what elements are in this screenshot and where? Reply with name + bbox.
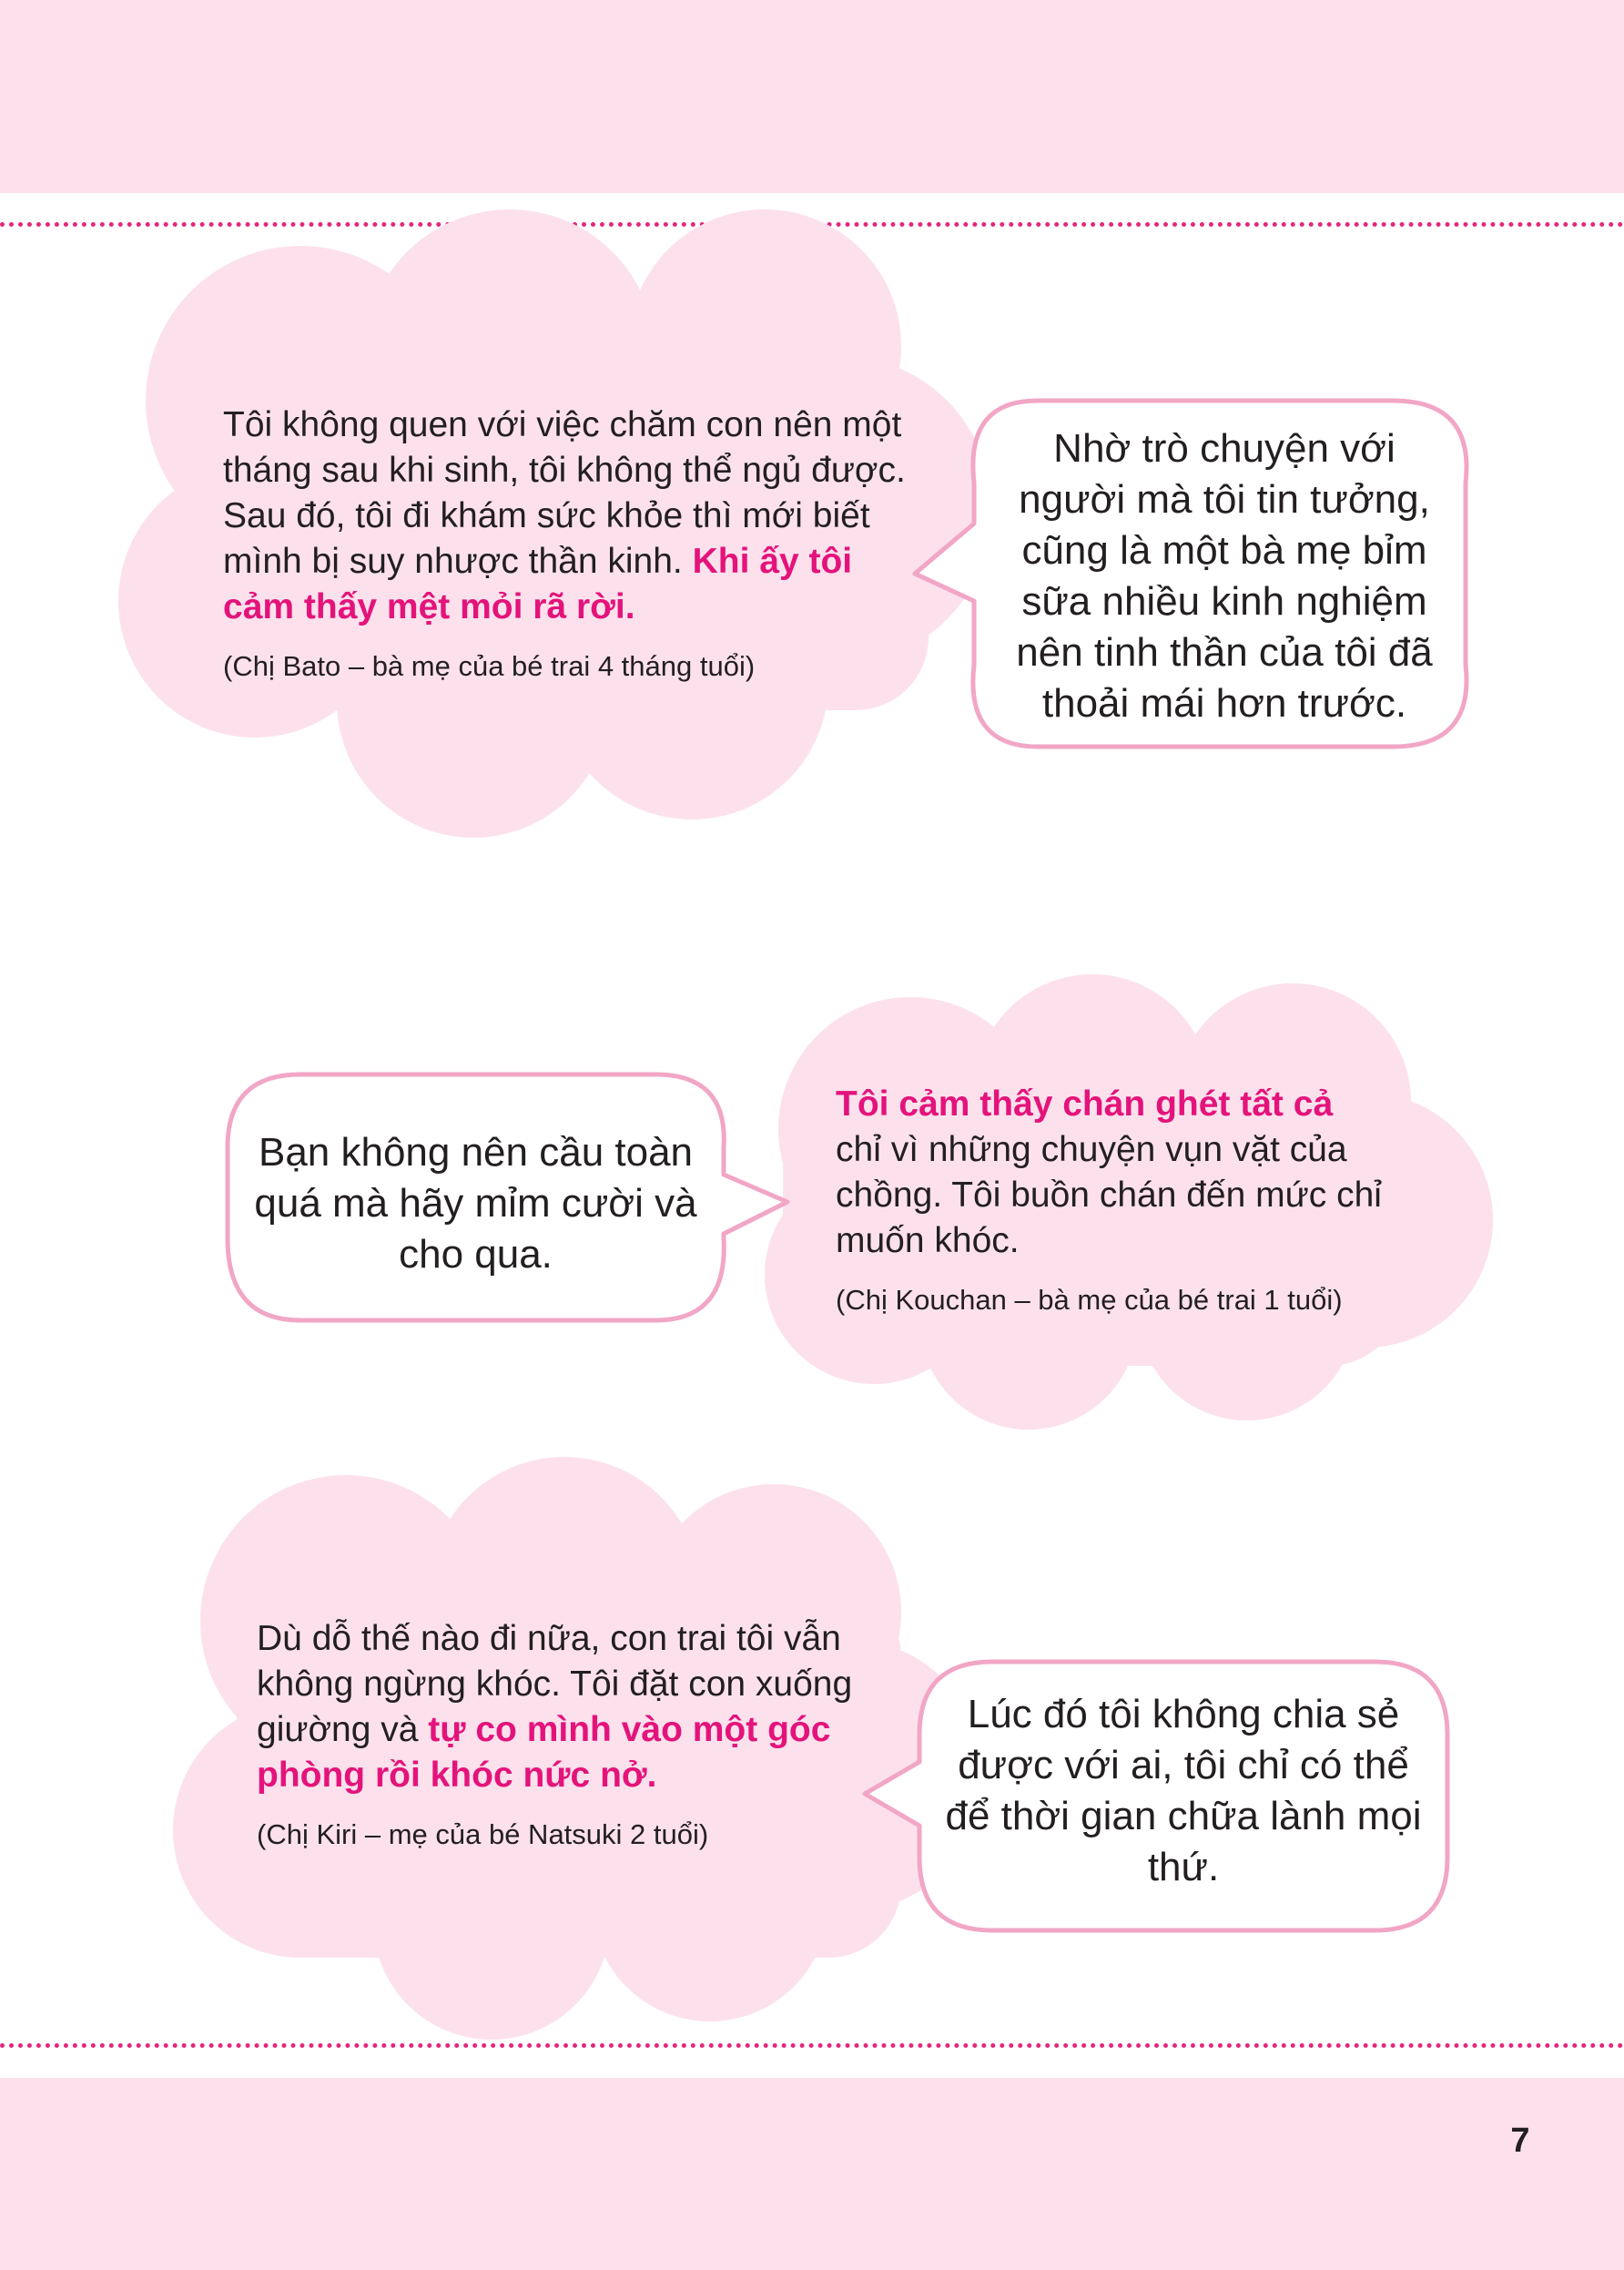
- story-3-text: Dù dỗ thế nào đi nữa, con trai tôi vẫn không ngừng khóc. Tôi đặt con xuống giường và: [257, 1619, 853, 1749]
- reply-1: Nhờ trò chuyện với người mà tôi tin tưởng, cũng là một bà mẹ bỉm sữa nhiều kinh nghiệm nên tinh thần của tôi đã thoải mái hơn trước.: [1016, 426, 1433, 726]
- bottom-band: [0, 2078, 1624, 2270]
- story-3-source: (Chị Kiri – mẹ của bé Natsuki 2 tuổi): [257, 1818, 709, 1850]
- story-2-text: chỉ vì những chuyện vụn vặt của chồng. Tôi buồn chán đến mức chỉ muốn khóc.: [836, 1130, 1382, 1260]
- page-number: 7: [1510, 2122, 1530, 2160]
- story-3-highlight: tự co mình vào một góc phòng rồi khóc nức nở.: [257, 1710, 831, 1795]
- story-3: [257, 1616, 894, 1853]
- bottom-dotted-divider: [0, 2043, 1624, 2048]
- reply-3: Lúc đó tôi không chia sẻ được với ai, tôi chỉ có thể để thời gian chữa lành mọi thứ.: [945, 1692, 1422, 1889]
- story-1: [223, 402, 915, 685]
- story-2: [836, 1082, 1382, 1318]
- story-1-text: Tôi không quen với việc chăm con nên một tháng sau khi sinh, tôi không thể ngủ được. Sau đó, tôi đi khám sức khỏe thì mới biết mình bị suy nhược thần kinh.: [223, 405, 906, 581]
- story-1-highlight: Khi ấy tôi cảm thấy mệt mỏi rã rời.: [223, 542, 853, 626]
- story-2-highlight: Tôi cảm thấy chán ghét tất cả: [836, 1084, 1334, 1124]
- story-2-source: (Chị Kouchan – bà mẹ của bé trai 1 tuổi): [836, 1284, 1343, 1316]
- reply-2: Bạn không nên cầu toàn quá mà hãy mỉm cười và cho qua.: [254, 1130, 697, 1277]
- story-1-source: (Chị Bato – bà mẹ của bé trai 4 tháng tuổi): [223, 650, 756, 682]
